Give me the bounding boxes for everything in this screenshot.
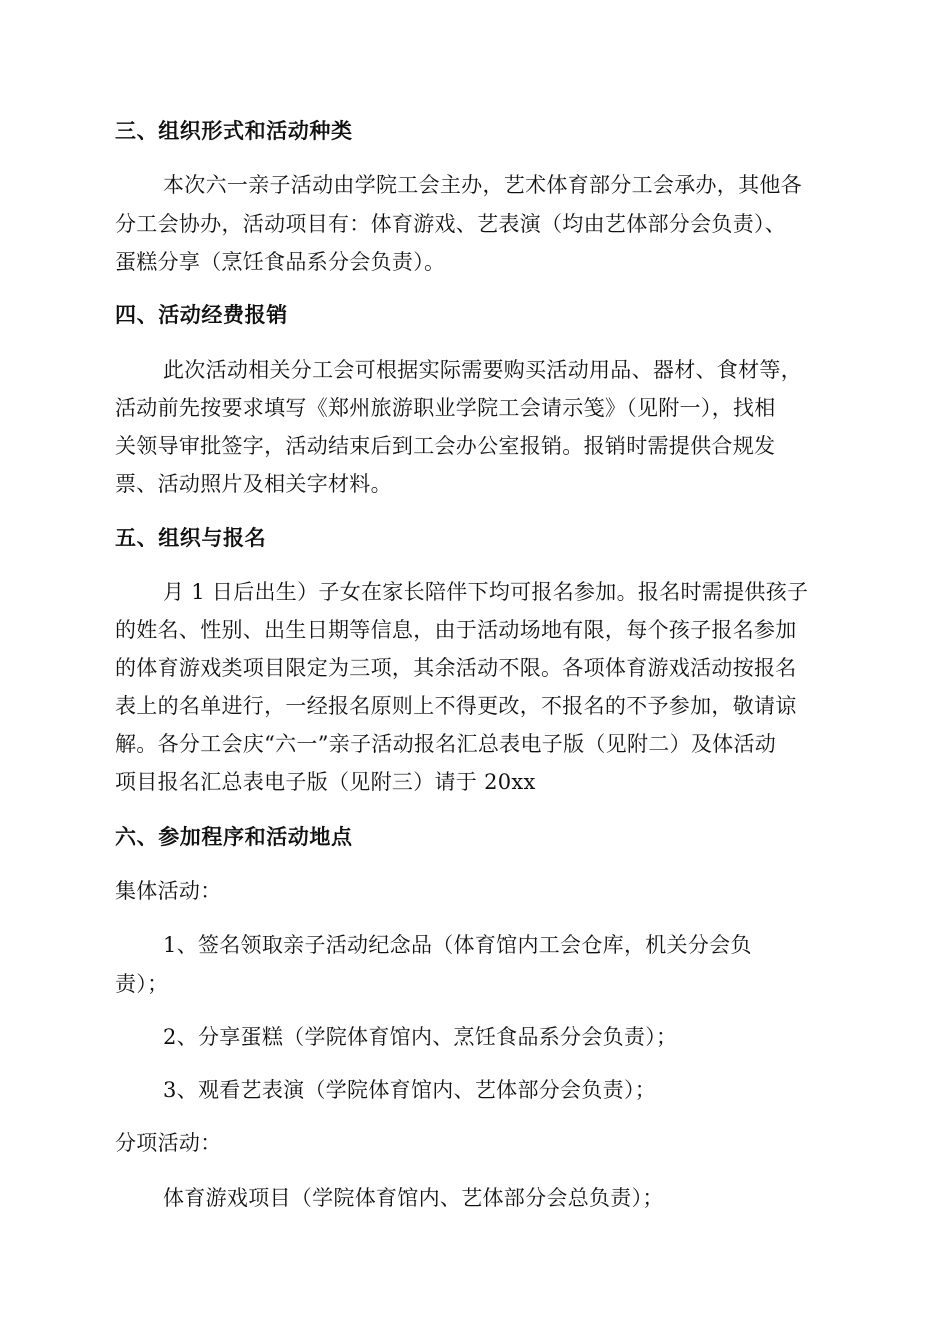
paragraph-line: 关领导审批签字，活动结束后到工会办公室报销。报销时需提供合规发 — [115, 434, 776, 458]
section-heading-5: 五、组织与报名 — [115, 526, 267, 550]
group-label-collective: 集体活动： — [115, 879, 222, 903]
group-label-individual: 分项活动： — [115, 1131, 222, 1155]
list-item-continuation: 责）； — [115, 972, 169, 996]
paragraph-line: 本次六一亲子活动由学院工会主办，艺术体育部分工会承办，其他各 — [163, 173, 802, 197]
paragraph-line: 解。各分工会庆“六一”亲子活动报名汇总表电子版（见附二）及体活动 — [115, 732, 777, 756]
list-item: 2、分享蛋糕（学院体育馆内、烹饪食品系分会负责）； — [163, 1025, 678, 1049]
paragraph-line: 的体育游戏类项目限定为三项，其余活动不限。各项体育游戏活动按报名 — [115, 656, 797, 680]
paragraph-line: 的姓名、性别、出生日期等信息，由于活动场地有限，每个孩子报名参加 — [115, 618, 797, 642]
paragraph-line: 活动前先按要求填写《郑州旅游职业学院工会请示笺》（见附一），找相 — [115, 396, 776, 420]
paragraph-line: 表上的名单进行，一经报名原则上不得更改，不报名的不予参加，敬请谅 — [115, 694, 797, 718]
list-item: 3、观看艺表演（学院体育馆内、艺体部分会负责）； — [163, 1078, 657, 1102]
paragraph-line: 此次活动相关分工会可根据实际需要购买活动用品、器材、食材等， — [163, 358, 802, 382]
paragraph-line: 项目报名汇总表电子版（见附三）请于 20xx — [115, 770, 536, 794]
paragraph-line: 票、活动照片及相关字材料。 — [115, 472, 392, 496]
paragraph-line: 分工会协办，活动项目有：体育游戏、艺表演（均由艺体部分会负责）、 — [115, 212, 787, 236]
list-item: 体育游戏项目（学院体育馆内、艺体部分会总负责）； — [163, 1186, 664, 1210]
section-heading-6: 六、参加程序和活动地点 — [115, 825, 353, 849]
list-item: 1、签名领取亲子活动纪念品（体育馆内工会仓库，机关分会负 — [163, 933, 752, 957]
section-heading-3: 三、组织形式和活动种类 — [115, 119, 353, 143]
paragraph-line: 蛋糕分享（烹饪食品系分会负责）。 — [115, 250, 446, 274]
paragraph-line: 月 1 日后出生）子女在家长陪伴下均可报名参加。报名时需提供孩子 — [163, 580, 809, 604]
section-heading-4: 四、活动经费报销 — [115, 303, 288, 327]
